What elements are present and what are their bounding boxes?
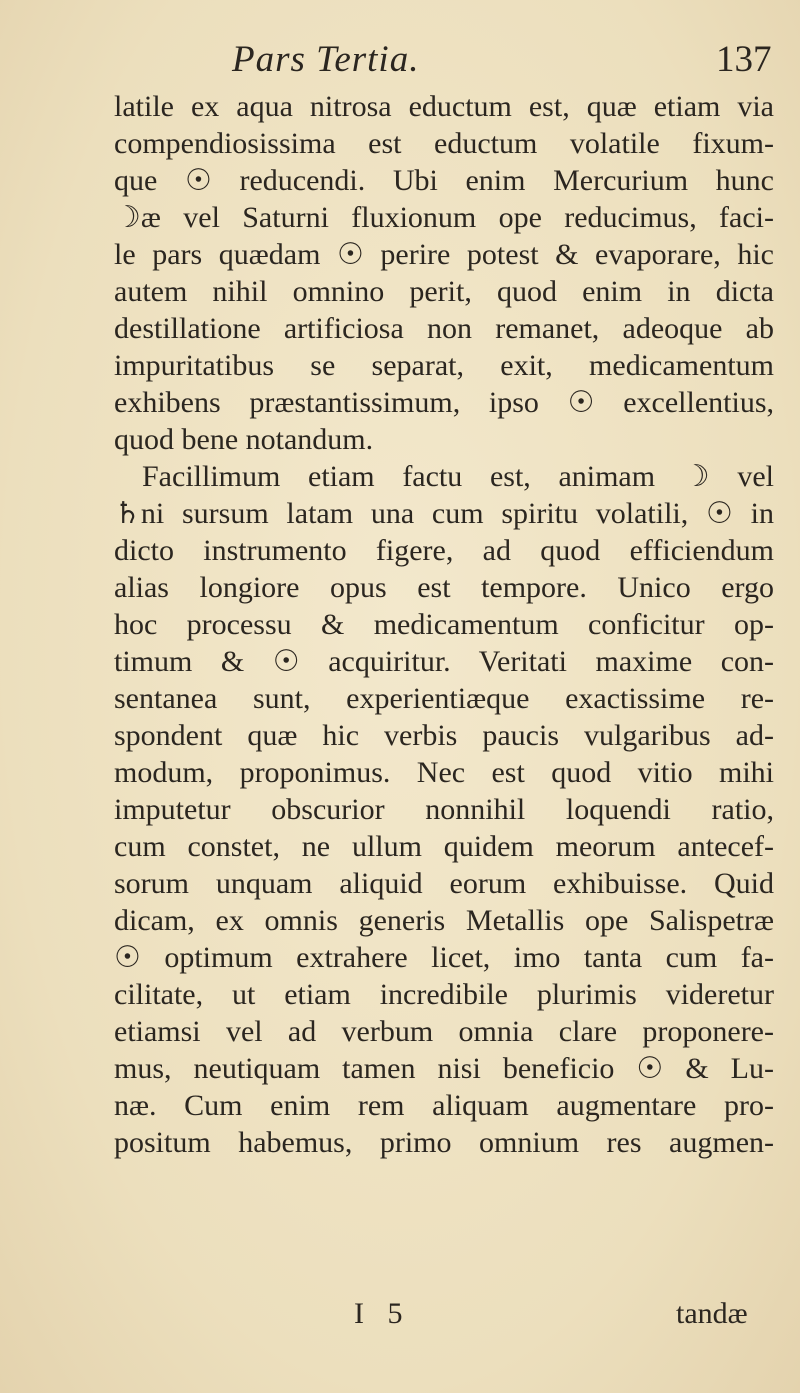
text-line: Facillimum etiam factu est, animam ☽ vel (142, 460, 774, 493)
page-header (0, 38, 800, 88)
body-text (114, 88, 774, 1161)
signature-mark: I 5 (354, 1297, 411, 1330)
text-line: quod bene notandum. (114, 423, 374, 456)
text-line: impuritatibus se separat, exit, medicamentum (114, 349, 774, 382)
text-line: cum constet, ne ullum quidem meorum antecef- (114, 830, 774, 863)
text-line: timum & ☉ acquiritur. Veritati maxime con- (114, 645, 774, 678)
text-line: cilitate, ut etiam incredibile plurimis videretur (114, 978, 774, 1011)
text-line: que ☉ reducendi. Ubi enim Mercurium hunc (114, 164, 774, 197)
text-line: ♄ni sursum latam una cum spiritu volatili, ☉ in (114, 497, 774, 530)
text-line: modum, proponimus. Nec est quod vitio mihi (114, 756, 774, 789)
text-line: positum habemus, primo omnium res augmen- (114, 1126, 774, 1159)
text-line: dicto instrumento figere, ad quod efficiendum (114, 534, 774, 567)
text-line: destillatione artificiosa non remanet, adeoque ab (114, 312, 774, 345)
text-line: le pars quædam ☉ perire potest & evaporare, hic (114, 238, 774, 271)
text-line: spondent quæ hic verbis paucis vulgaribus ad- (114, 719, 774, 752)
text-line: ☉ optimum extrahere licet, imo tanta cum fa- (114, 941, 774, 974)
text-line: hoc processu & medicamentum conficitur op- (114, 608, 774, 641)
text-line: etiamsi vel ad verbum omnia clare proponere- (114, 1015, 774, 1048)
text-line: sorum unquam aliquid eorum exhibuisse. Quid (114, 867, 774, 900)
text-line: næ. Cum enim rem aliquam augmentare pro- (114, 1089, 774, 1122)
text-line: exhibens præstantissimum, ipso ☉ excellentius, (114, 386, 774, 419)
text-line: sentanea sunt, experientiæque exactissime re- (114, 682, 774, 715)
page-footer (0, 1297, 800, 1337)
text-line: ☽æ vel Saturni fluxionum ope reducimus, faci- (114, 201, 774, 234)
text-line: mus, neutiquam tamen nisi beneficio ☉ & Lu- (114, 1052, 774, 1085)
text-line: autem nihil omnino perit, quod enim in dicta (114, 275, 774, 308)
text-line: dicam, ex omnis generis Metallis ope Salispetræ (114, 904, 774, 937)
catchword: tandæ (676, 1297, 748, 1330)
text-line: compendiosissima est eductum volatile fixum- (114, 127, 774, 160)
page-number: 137 (716, 39, 772, 80)
running-head: Pars Tertia. (232, 39, 420, 80)
text-line: alias longiore opus est tempore. Unico ergo (114, 571, 774, 604)
text-line: latile ex aqua nitrosa eductum est, quæ etiam via (114, 90, 774, 123)
text-line: imputetur obscurior nonnihil loquendi ratio, (114, 793, 774, 826)
